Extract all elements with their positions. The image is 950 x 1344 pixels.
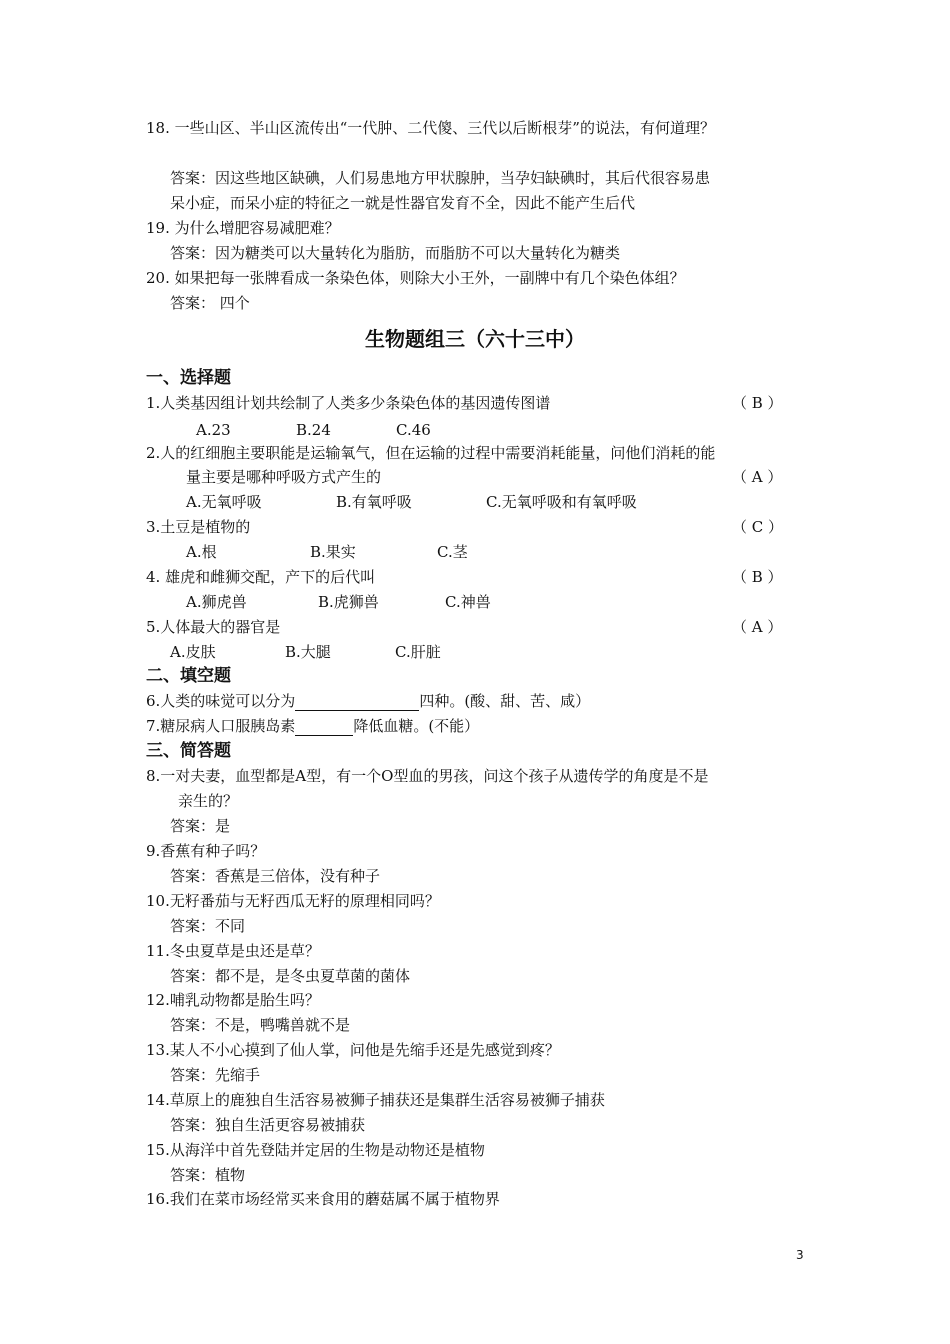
question-3-answer: （ C ） (732, 518, 784, 536)
section-fill-heading: 二、填空题 (146, 666, 231, 686)
page-title: 生物题组三（六十三中） (365, 327, 585, 351)
answer-9: 答案：香蕉是三倍体，没有种子 (170, 867, 381, 885)
section-short-answer-heading: 三、简答题 (146, 741, 231, 761)
q5-option-b: B.大腿 (285, 643, 331, 661)
question-6 (146, 691, 590, 711)
question-6-suffix: 四种。(酸、甜、苦、咸） (419, 692, 591, 710)
question-3: 3.土豆是植物的 (146, 518, 251, 536)
question-4-answer: （ B ） (732, 568, 783, 586)
question-16: 16.我们在菜市场经常买来食用的蘑菇属不属于植物界 (146, 1190, 500, 1208)
question-10: 10.无籽番茄与无籽西瓜无籽的原理相同吗？ (146, 892, 440, 910)
q3-option-c: C.茎 (437, 543, 468, 561)
q5-option-a: A.皮肤 (170, 643, 216, 661)
question-15: 15.从海洋中首先登陆并定居的生物是动物还是植物 (146, 1141, 485, 1159)
question-13: 13.某人不小心摸到了仙人掌，问他是先缩手还是先感觉到疼？ (146, 1041, 560, 1059)
question-1-answer: （ B ） (732, 394, 783, 412)
question-12: 12.哺乳动物都是胎生吗？ (146, 991, 320, 1009)
q2-option-c: C.无氧呼吸和有氧呼吸 (486, 493, 637, 511)
question-2-line1: 2.人的红细胞主要职能是运输氧气，但在运输的过程中需要消耗能量，问他们消耗的能 (146, 444, 716, 462)
question-20: 20. 如果把每一张牌看成一条染色体，则除大小王外，一副牌中有几个染色体组？ (146, 269, 685, 287)
question-1: 1.人类基因组计划共绘制了人类多少条染色体的基因遗传图谱 (146, 394, 551, 412)
answer-14: 答案：独自生活更容易被捕获 (170, 1116, 366, 1134)
question-6-prefix: 6.人类的味觉可以分为 (146, 692, 296, 710)
question-8-line1: 8.一对夫妻，血型都是A型，有一个O型血的男孩，问这个孩子从遗传学的角度是不是 (146, 767, 709, 785)
answer-18-line1: 答案：因这些地区缺碘，人们易患地方甲状腺肿，当孕妇缺碘时，其后代很容易患 (170, 169, 711, 187)
q2-option-b: B.有氧呼吸 (336, 493, 412, 511)
answer-20: 答案： 四个 (170, 294, 250, 312)
answer-18-line2: 呆小症，而呆小症的特征之一就是性器官发育不全，因此不能产生后代 (170, 194, 636, 212)
question-2-line2: 量主要是哪种呼吸方式产生的 (186, 468, 382, 486)
question-8-line2: 亲生的？ (178, 792, 239, 810)
answer-13: 答案：先缩手 (170, 1066, 261, 1084)
q4-option-a: A.狮虎兽 (186, 593, 247, 611)
question-11: 11.冬虫夏草是虫还是草？ (146, 942, 320, 960)
answer-11: 答案：都不是，是冬虫夏草菌的菌体 (170, 967, 411, 985)
answer-10: 答案：不同 (170, 917, 246, 935)
question-7-prefix: 7.糖尿病人口服胰岛素 (146, 717, 296, 735)
answer-19: 答案：因为糖类可以大量转化为脂肪，而脂肪不可以大量转化为糖类 (170, 244, 621, 262)
answer-8: 答案：是 (170, 817, 231, 835)
question-14: 14.草原上的鹿独自生活容易被狮子捕获还是集群生活容易被狮子捕获 (146, 1091, 605, 1109)
q4-option-c: C.神兽 (445, 593, 491, 611)
question-19: 19. 为什么增肥容易减肥难？ (146, 219, 340, 237)
question-2-answer: （ A ） (732, 468, 783, 486)
q1-option-c: C.46 (396, 421, 431, 439)
question-7 (146, 716, 479, 736)
section-choice-heading: 一、选择题 (146, 368, 231, 388)
question-18: 18. 一些山区、半山区流传出“一代肿、二代傻、三代以后断根芽”的说法，有何道理？ (146, 119, 715, 137)
question-5-answer: （ A ） (732, 618, 783, 636)
question-7-blank (295, 719, 353, 736)
question-5: 5.人体最大的器官是 (146, 618, 281, 636)
q3-option-a: A.根 (186, 543, 217, 561)
answer-15: 答案：植物 (170, 1166, 246, 1184)
q2-option-a: A.无氧呼吸 (186, 493, 262, 511)
q1-option-b: B.24 (296, 421, 331, 439)
answer-12: 答案：不是，鸭嘴兽就不是 (170, 1016, 351, 1034)
q3-option-b: B.果实 (310, 543, 356, 561)
question-4: 4. 雄虎和雌狮交配，产下的后代叫 (146, 568, 376, 586)
question-7-suffix: 降低血糖。(不能） (353, 717, 480, 735)
q1-option-a: A.23 (196, 421, 231, 439)
question-9: 9.香蕉有种子吗？ (146, 842, 266, 860)
page-number: 3 (796, 1248, 804, 1262)
q5-option-c: C.肝脏 (395, 643, 441, 661)
q4-option-b: B.虎狮兽 (318, 593, 379, 611)
question-6-blank (295, 694, 419, 711)
